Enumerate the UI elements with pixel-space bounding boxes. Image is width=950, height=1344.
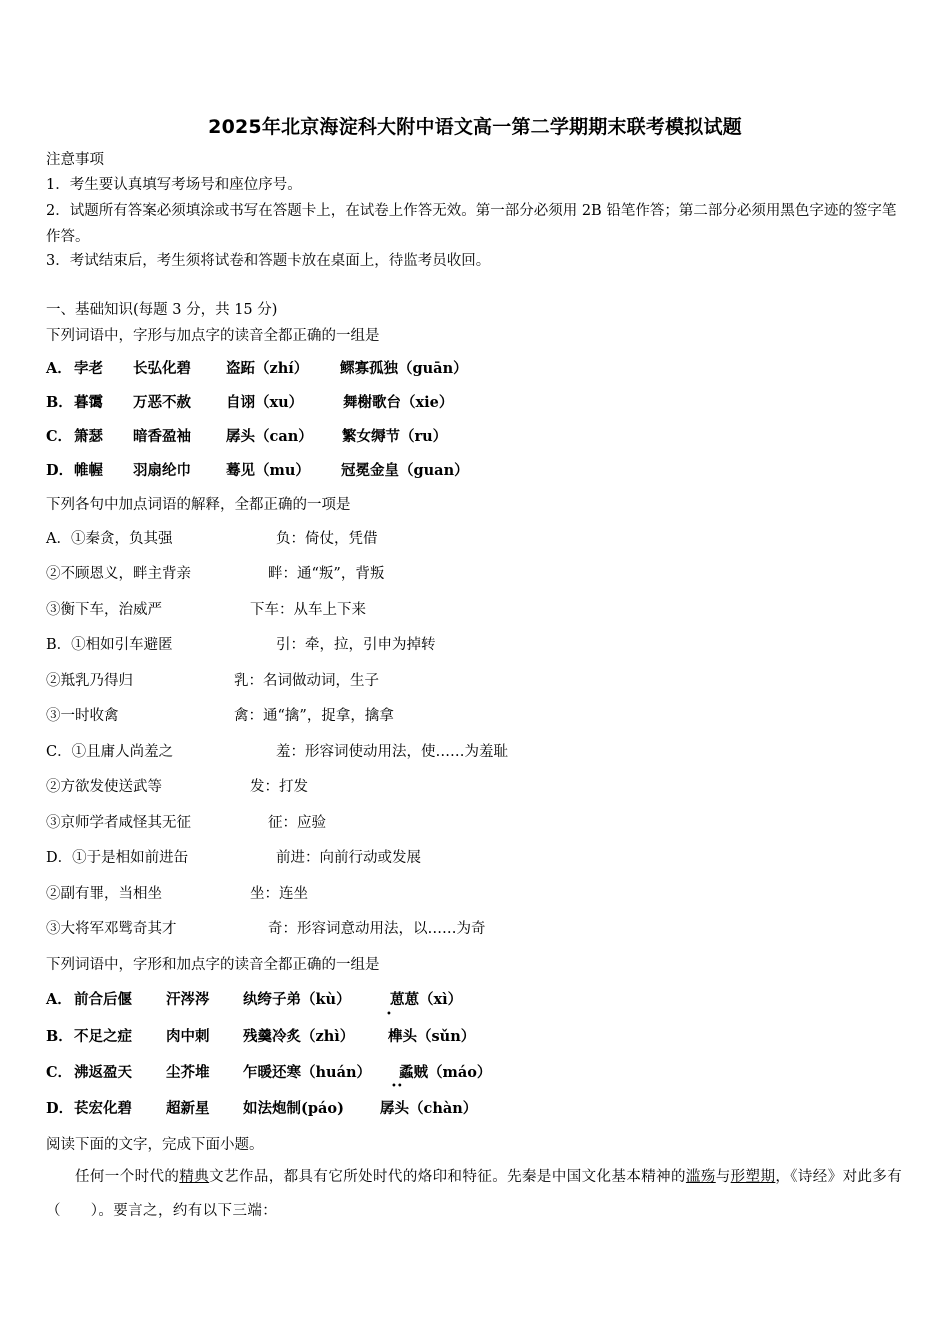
- underlined-term: 精典: [179, 1169, 210, 1185]
- option-label: A．: [46, 991, 72, 1008]
- notice-item: 2．试题所有答案必须填涂或书写在答题卡上，在试卷上作答无效。第一部分必须用 2B 铅笔作答；第二部分必须用黑色字迹的签字笔作答。: [46, 203, 897, 245]
- sentence-text: D．①于是相如前进缶: [46, 850, 189, 866]
- option-word: 肉中刺: [166, 1028, 210, 1045]
- option-word: 葸葸（xì）: [390, 991, 463, 1008]
- option-word: 如法炮制(páo): [243, 1100, 344, 1117]
- option-word: 汗涔涔: [166, 991, 210, 1008]
- option-word: 沸返盈天: [74, 1064, 132, 1081]
- underlined-term: 形塑期: [730, 1169, 776, 1185]
- sentence-text: ②副有罪，当相坐: [46, 886, 162, 902]
- sentence-text: ③京师学者咸怪其无征: [46, 815, 191, 831]
- definition-text: 乳：名词做动词，生子: [234, 673, 379, 689]
- option-label: C．: [46, 428, 73, 445]
- option-label: C．: [46, 1064, 73, 1081]
- option-word: 箫瑟: [74, 428, 103, 445]
- option-word: 榫头（sǔn）: [388, 1028, 476, 1045]
- option-word: 盗跖（zhí）: [226, 360, 309, 377]
- option-word: 暮霭: [74, 394, 103, 411]
- sentence-text: A．①秦贪，负其强: [46, 531, 173, 547]
- definition-text: 奇：形容词意动用法，以……为奇: [268, 921, 486, 937]
- question-stem: 下列词语中，字形与加点字的读音全都正确的一组是: [46, 328, 380, 344]
- sentence-text: B．①相如引车避匿: [46, 637, 173, 653]
- paragraph-text: 与: [715, 1169, 731, 1185]
- emphasis-dot: ••: [391, 1081, 403, 1092]
- underlined-term: 滥殇: [685, 1169, 716, 1185]
- option-word: 纨绔子弟（kù）: [243, 991, 351, 1008]
- emphasis-dot: •: [386, 1009, 392, 1020]
- option-word: 冠冕金皇（guan）: [341, 462, 469, 479]
- option-word: 不足之症: [74, 1028, 132, 1045]
- definition-text: 引：牵，拉，引申为掉转: [276, 637, 436, 653]
- option-word: 繁女缛节（ru）: [342, 428, 448, 445]
- option-word: 孛老: [74, 360, 103, 377]
- question-stem: 下列词语中，字形和加点字的读音全都正确的一组是: [46, 957, 380, 973]
- option-word: 帷幄: [74, 462, 103, 479]
- notice-item: 1．考生要认真填写考场号和座位序号。: [46, 177, 302, 193]
- option-word: 苌宏化碧: [74, 1100, 132, 1117]
- option-word: 鳏寡孤独（guān）: [340, 360, 468, 377]
- definition-text: 前进：向前行动或发展: [276, 850, 421, 866]
- sentence-text: ③衡下车，治威严: [46, 602, 162, 618]
- definition-text: 征：应验: [268, 815, 326, 831]
- paragraph-text: 任何一个时代的: [75, 1169, 180, 1185]
- option-word: 自诩（xu）: [226, 394, 304, 411]
- option-label: D．: [46, 462, 74, 479]
- option-word: 超新星: [166, 1100, 210, 1117]
- option-word: 蟊贼（máo）: [399, 1064, 492, 1081]
- option-word: 暗香盈袖: [133, 428, 191, 445]
- sentence-text: ③大将军邓骘奇其才: [46, 921, 177, 937]
- option-word: 乍暖还寒（huán）: [243, 1064, 372, 1081]
- sentence-text: ②羝乳乃得归: [46, 673, 133, 689]
- paragraph-text: 文艺作品，都具有它所处时代的烙印和特征。先秦是中国文化基本精神的: [209, 1169, 686, 1185]
- option-word: 尘芥堆: [166, 1064, 210, 1081]
- sentence-text: ③一时收禽: [46, 708, 119, 724]
- option-word: 残羹冷炙（zhì）: [243, 1028, 355, 1045]
- option-label: B．: [46, 1028, 73, 1045]
- sentence-text: C．①且庸人尚羞之: [46, 744, 174, 760]
- notice-heading: 注意事项: [46, 152, 104, 168]
- option-word: 长弘化碧: [133, 360, 191, 377]
- sentence-text: ②方欲发使送武等: [46, 779, 162, 795]
- definition-text: 发：打发: [250, 779, 308, 795]
- definition-text: 禽：通“擒”，捉拿，擒拿: [234, 708, 394, 724]
- option-word: 万恶不赦: [133, 394, 191, 411]
- option-label: D．: [46, 1100, 74, 1117]
- notice-item: 3．考试结束后，考生须将试卷和答题卡放在桌面上，待监考员收回。: [46, 253, 491, 269]
- definition-text: 羞：形容词使动用法，使……为羞耻: [276, 744, 508, 760]
- paragraph-text: ，《诗经》对此多有（ ）。要言之，约有以下三端：: [46, 1169, 903, 1219]
- option-word: 孱头（can）: [226, 428, 313, 445]
- question-stem: 下列各句中加点词语的解释，全都正确的一项是: [46, 497, 351, 513]
- section-heading: 一、基础知识(每题 3 分，共 15 分): [46, 302, 278, 318]
- reading-paragraph: [46, 1160, 908, 1228]
- option-word: 前合后偃: [74, 991, 132, 1008]
- option-word: 舞榭歌台（xie）: [343, 394, 454, 411]
- sentence-text: ②不顾恩义，畔主背亲: [46, 566, 191, 582]
- definition-text: 畔：通“叛”，背叛: [268, 566, 385, 582]
- option-word: 羽扇纶巾: [133, 462, 191, 479]
- definition-text: 下车：从车上下来: [250, 602, 366, 618]
- option-word: 孱头（chàn）: [380, 1100, 478, 1117]
- option-word: 蓦见（mu）: [226, 462, 310, 479]
- option-label: A．: [46, 360, 72, 377]
- page-title: 2025年北京海淀科大附中语文高一第二学期期末联考模拟试题: [208, 116, 742, 138]
- definition-text: 负：倚仗，凭借: [276, 531, 378, 547]
- definition-text: 坐：连坐: [250, 886, 308, 902]
- reading-intro: 阅读下面的文字，完成下面小题。: [46, 1137, 264, 1153]
- option-label: B．: [46, 394, 73, 411]
